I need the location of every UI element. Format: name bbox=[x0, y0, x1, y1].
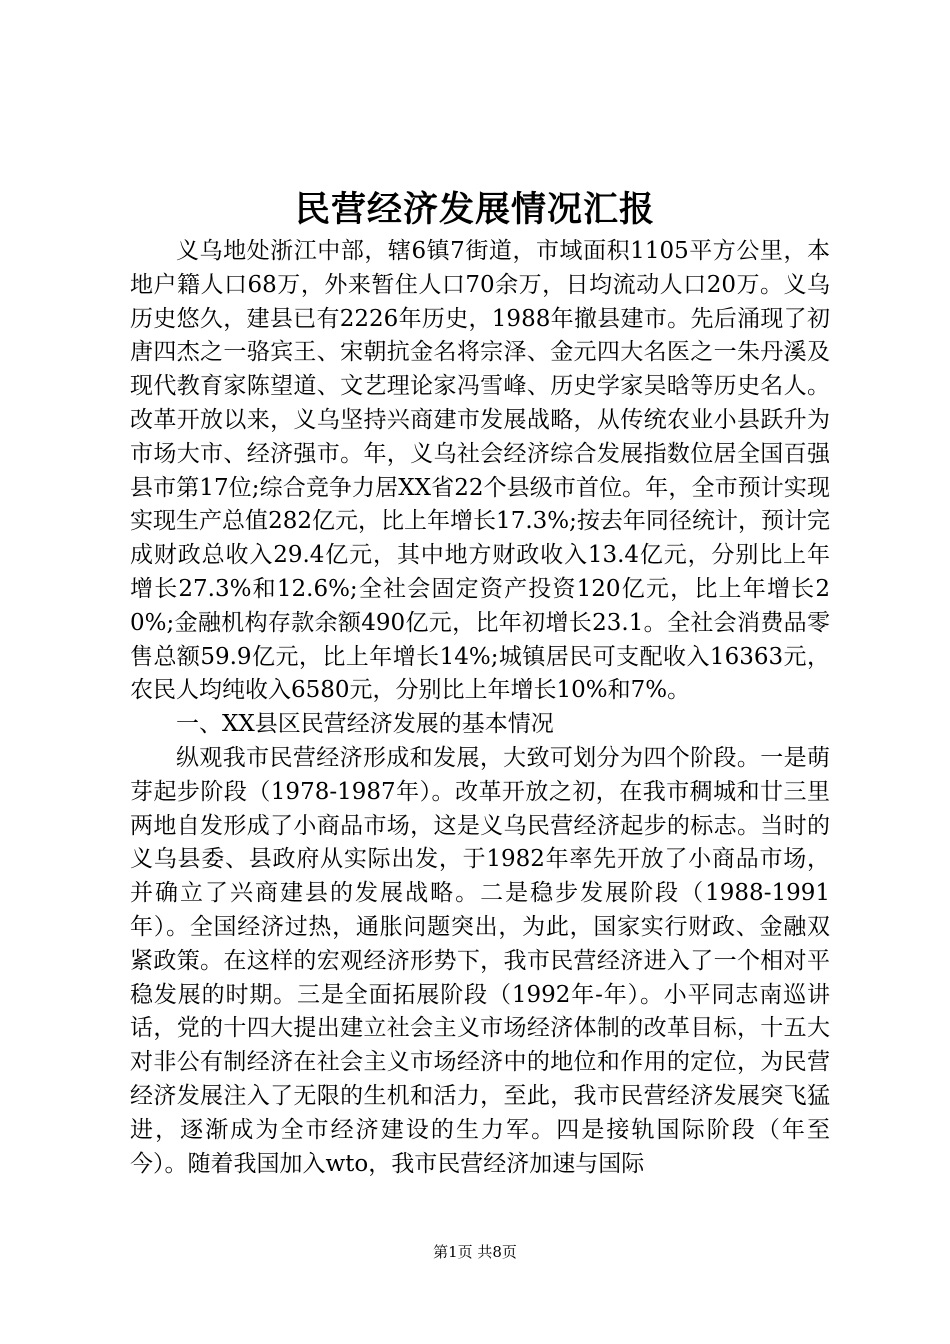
document-body bbox=[130, 235, 830, 1181]
section-heading: 一、XX县区民营经济发展的基本情况 bbox=[176, 711, 554, 738]
page-number-footer: 第1页 共8页 bbox=[433, 1243, 517, 1261]
intro-paragraph: 义乌地处浙江中部，辖6镇7街道，市域面积1105平方公里，本地户籍人口68万，外来暂住人口70余万，日均流动人口20万。义乌历史悠久，建县已有2226年历史，1988年撤县建市。先后涌现了初唐四杰之一骆宾王、宋朝抗金名将宗泽、金元四大名医之一朱丹溪及现代教育家陈望道、文艺理论家冯雪峰、历史学家吴晗等历史名人。改革开放以来，义乌坚持兴商建市发展战略，从传统农业小县跃升为市场大市、经济强市。年，义乌社会经济综合发展指数位居全国百强县市第17位;综合竞争力居XX省22个县级市首位。年，全市预计实现实现生产总值282亿元，比上年增长17.3%;按去年同径统计，预计完成财政总收入29.4亿元，其中地方财政收入13.4亿元，分别比上年增长27.3%和12.6%;全社会固定资产投资120亿元，比上年增长20%;金融机构存款余额490亿元，比年初增长23.1。全社会消费品零售总额59.9亿元，比上年增长14%;城镇居民可支配收入16363元，农民人均纯收入6580元，分别比上年增长10%和7%。 bbox=[130, 238, 830, 704]
section-paragraph: 纵观我市民营经济形成和发展，大致可划分为四个阶段。一是萌芽起步阶段（1978-1987年）。改革开放之初，在我市稠城和廿三里两地自发形成了小商品市场，这是义乌民营经济起步的标志。当时的义乌县委、县政府从实际出发，于1982年率先开放了小商品市场，并确立了兴商建县的发展战略。二是稳步发展阶段（1988-1991年）。全国经济过热，通胀问题突出，为此，国家实行财政、金融双紧政策。在这样的宏观经济形势下，我市民营经济进入了一个相对平稳发展的时期。三是全面拓展阶段（1992年-年）。小平同志南巡讲话，党的十四大提出建立社会主义市场经济体制的改革目标，十五大对非公有制经济在社会主义市场经济中的地位和作用的定位，为民营经济发展注入了无限的生机和活力，至此，我市民营经济发展突飞猛进，逐渐成为全市经济建设的生力军。四是接轨国际阶段（年至今）。随着我国加入wto，我市民营经济加速与国际 bbox=[130, 744, 830, 1177]
document-title: 民营经济发展情况汇报 bbox=[294, 189, 655, 230]
